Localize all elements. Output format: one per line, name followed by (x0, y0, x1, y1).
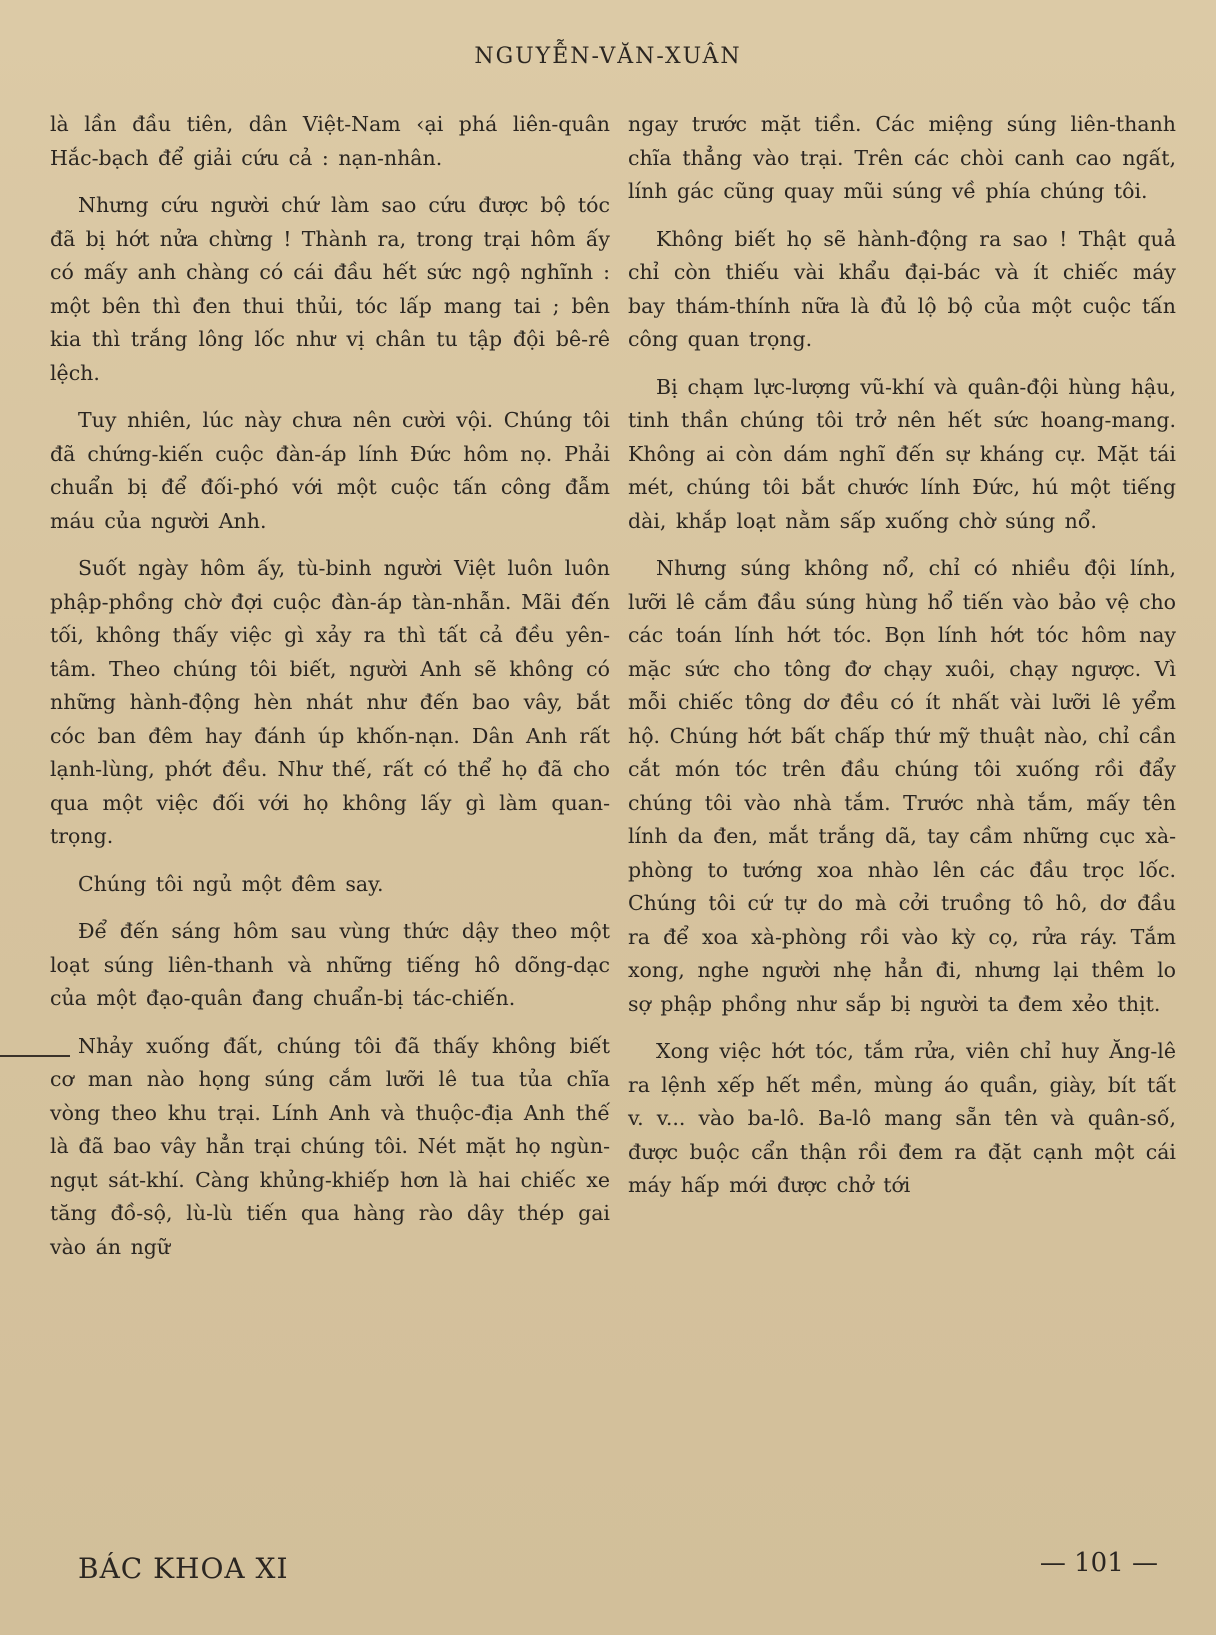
paragraph: Suốt ngày hôm ấy, tù-binh người Việt luôn luôn phập-phồng chờ đợi cuộc đàn-áp tàn-nhẫn. Mãi đến tối, không thấy việc gì xảy ra thì tất cả đều yên-tâm. Theo chúng tôi biết, người Anh sẽ không có những hành-động hèn nhát như đến bao vây, bắt cóc ban đêm hay đánh úp khốn-nạn. Dân Anh rất lạnh-lùng, phớt đều. Như thế, rất có thể họ đã cho qua một việc đối với họ không lấy gì làm quan-trọng. (50, 556, 610, 848)
paragraph: Không biết họ sẽ hành-động ra sao ! Thật quả chỉ còn thiếu vài khẩu đại-bác và ít chiếc máy bay thám-thính nữa là đủ lộ bộ của một cuộc tấn công quan trọng. (628, 226, 1176, 351)
paragraph: Chúng tôi ngủ một đêm say. (78, 871, 384, 896)
paragraph: Nhưng cứu người chứ làm sao cứu được bộ tóc đã bị hớt nửa chừng ! Thành ra, trong trại hôm ấy có mấy anh chàng có cái đầu hết sức ngộ nghĩnh : một bên thì đen thui thủi, tóc lấp mang tai ; bên kia thì trắng lông lốc như vị chân tu tập đội bê-rê lệch. (50, 193, 610, 385)
page-number: — 101 — (1039, 1548, 1158, 1578)
paragraph: Để đến sáng hôm sau vùng thức dậy theo một loạt súng liên-thanh và những tiếng hô dõng-dạc của một đạo-quân đang chuẩn-bị tác-chiến. (50, 919, 610, 1010)
paragraph: Xong việc hớt tóc, tắm rửa, viên chỉ huy Ăng-lê ra lệnh xếp hết mền, mùng áo quần, giày, bít tất v. v... vào ba-lô. Ba-lô mang sẵn tên và quân-số, được buộc cẩn thận rồi đem ra đặt cạnh một cái máy hấp mới được chở tới (628, 1039, 1176, 1197)
paragraph: Nhảy xuống đất, chúng tôi đã thấy không biết cơ man nào họng súng cắm lưỡi lê tua tủa chĩa vòng theo khu trại. Lính Anh và thuộc-địa Anh thế là đã bao vây hẳn trại chúng tôi. Nét mặt họ ngùn-ngụt sát-khí. Càng khủng-khiếp hơn là hai chiếc xe tăng đồ-sộ, lù-lù tiến qua hàng rào dây thép gai vào án ngữ (50, 1033, 610, 1259)
paragraph: ngay trước mặt tiền. Các miệng súng liên-thanh chĩa thẳng vào trại. Trên các chòi canh cao ngất, lính gác cũng quay mũi súng về phía chúng tôi. (628, 112, 1176, 203)
paragraph: là lần đầu tiên, dân Việt-Nam ‹ại phá liên-quân Hắc-bạch để giải cứu cả : nạn-nhân. (50, 112, 610, 170)
paragraph: Nhưng súng không nổ, chỉ có nhiều đội lính, lưỡi lê cắm đầu súng hùng hổ tiến vào bảo vệ cho các toán lính hớt tóc. Bọn lính hớt tóc hôm nay mặc sức cho tông đơ chạy xuôi, chạy ngược. Vì mỗi chiếc tông dơ đều có ít nhất vài lưỡi lê yểm hộ. Chúng hớt bất chấp thứ mỹ thuật nào, chỉ cần cắt món tóc trên đầu chúng tôi xuống rồi đẩy chúng tôi vào nhà tắm. Trước nhà tắm, mấy tên lính da đen, mắt trắng dã, tay cầm những cục xà-phòng to tướng xoa nhào lên các đầu trọc lốc. Chúng tôi cứ tự do mà cởi truồng tô hô, dơ đầu ra để xoa xà-phòng rồi vào kỳ cọ, rửa ráy. Tắm xong, nghe người nhẹ hẳn đi, nhưng lại thêm lo sợ phập phồng như sắp bị người ta đem xẻo thịt. (628, 556, 1176, 1016)
margin-rule (0, 1055, 70, 1057)
paragraph: Tuy nhiên, lúc này chưa nên cười vội. Chúng tôi đã chứng-kiến cuộc đàn-áp lính Đức hôm nọ. Phải chuẩn bị để đối-phó với một cuộc tấn công đẫm máu của người Anh. (50, 408, 610, 533)
paragraph: Bị chạm lực-lượng vũ-khí và quân-đội hùng hậu, tinh thần chúng tôi trở nên hết sức hoang-mang. Không ai còn dám nghĩ đến sự kháng cự. Mặt tái mét, chúng tôi bắt chước lính Đức, hú một tiếng dài, khắp loạt nằm sấp xuống chờ súng nổ. (628, 374, 1176, 533)
right-column (628, 108, 1176, 1217)
left-column (50, 108, 610, 1278)
running-header: NGUYỄN-VĂN-XUÂN (474, 44, 742, 69)
magazine-title: BÁC KHOA XI (78, 1552, 289, 1585)
